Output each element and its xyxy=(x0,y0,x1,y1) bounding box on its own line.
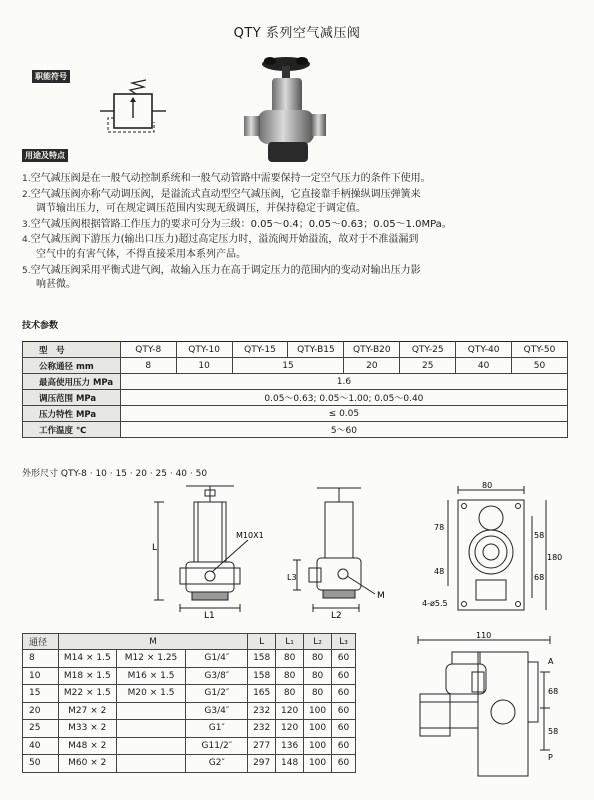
dim-68b-label: 68 xyxy=(548,687,559,696)
dim-110-label: 110 xyxy=(476,631,492,640)
dim-l3-label: L3 xyxy=(287,573,297,582)
hole-label: 4-ø5.5 xyxy=(422,599,448,608)
table-row: 15 M22 × 1.5 M20 × 1.5 G1/2″ 165 80 80 60 xyxy=(23,685,356,703)
dim-58-label: 58 xyxy=(534,531,545,540)
side-section-drawing xyxy=(400,632,560,797)
symbol-label: 职能符号 xyxy=(32,70,70,83)
features-list xyxy=(22,172,582,294)
thread-m10-label: M10X1 xyxy=(236,531,264,540)
spec-row-range: 调压范围 MPa 0.05～0.63; 0.05～1.00; 0.05～0.40 xyxy=(23,390,568,406)
port-a-label: A xyxy=(548,657,554,666)
dim-58b-label: 58 xyxy=(548,727,559,736)
dim-80-label: 80 xyxy=(482,481,493,490)
table-row: 25 M33 × 2 G1″ 232 120 100 60 xyxy=(23,720,356,738)
features-label: 用途及特点 xyxy=(22,149,68,162)
table-row: 10 M18 × 1.5 M16 × 1.5 G3/8″ 158 80 80 60 xyxy=(23,667,356,685)
dim-68-label: 68 xyxy=(534,573,545,582)
port-p-label: P xyxy=(548,753,553,762)
tech-params-label: 技术参数 xyxy=(22,321,59,331)
dim-78-label: 78 xyxy=(434,523,445,532)
dims-table xyxy=(22,633,356,773)
spec-row-bore: 公称通径 mm 8 10 15 20 25 40 50 xyxy=(23,358,568,374)
page-title: QTY 系列空气减压阀 xyxy=(233,26,361,41)
dim-l1-label: L1 xyxy=(204,611,215,621)
front-view-drawing xyxy=(150,480,280,620)
thread-m-label: M xyxy=(377,591,385,601)
table-row: 50 M60 × 2 G2″ 297 148 100 60 xyxy=(23,755,356,773)
dims-caption: 外形尺寸 QTY-8 · 10 · 15 · 20 · 25 · 40 · 50 xyxy=(22,469,208,479)
spec-row-model: 型 号 QTY-8 QTY-10 QTY-15 QTY-B15 QTY-B20 QTY-25 QTY-40 QTY-50 xyxy=(23,342,568,358)
feature-5: 5.空气减压阀采用平衡式进气阀，故输入压力在高于调定压力的范围内的变动对输出压力影 响甚微。 xyxy=(22,264,421,291)
table-row: 20 M27 × 2 G3/4″ 232 120 100 60 xyxy=(23,702,356,720)
feature-1: 1.空气减压阀是在一般气动控制系统和一般气动管路中需要保持一定空气压力的条件下使用。 xyxy=(22,173,431,184)
spec-row-characteristic: 压力特性 MPa ≤ 0.05 xyxy=(23,406,568,422)
feature-4: 4.空气减压阀下游压力(输出口压力)超过高定压力时，溢流阀开始溢流，故对于不准溢漏到 空气中的有害气体，不得直接采用本系列产品。 xyxy=(22,234,419,260)
spec-row-temp: 工作温度 ℃ 5～60 xyxy=(23,422,568,438)
panel-view-drawing xyxy=(418,480,563,615)
dims-header-row: 通径 M L L₁ L₂ L₃ xyxy=(23,634,356,650)
dim-180-label: 180 xyxy=(547,553,563,562)
spec-row-max-pressure: 最高使用压力 MPa 1.6 xyxy=(23,374,568,390)
spec-table xyxy=(22,341,568,438)
dim-48-label: 48 xyxy=(434,567,445,576)
table-row: 40 M48 × 2 G11/2″ 277 136 100 60 xyxy=(23,737,356,755)
feature-3: 3.空气减压阀根据管路工作压力的要求可分为三级：0.05～0.4；0.05～0.63；0.05～1.0MPa。 xyxy=(22,218,452,230)
dim-l2-label: L2 xyxy=(331,611,342,621)
feature-2: 2.空气减压阀亦称气动调压阀，是溢流式直动型空气减压阀，它直接靠手柄操纵调压弹簧来 调节输出压力，可在规定调压范围内实现无级调压，并保持稳定于调定值。 xyxy=(22,188,421,215)
table-row: 8 M14 × 1.5 M12 × 1.25 G1/4″ 158 80 80 60 xyxy=(23,650,356,668)
dim-l-label: L xyxy=(152,543,158,553)
valve-photo xyxy=(232,50,342,168)
pressure-reducing-symbol xyxy=(100,78,170,138)
side-view-drawing xyxy=(285,480,400,620)
